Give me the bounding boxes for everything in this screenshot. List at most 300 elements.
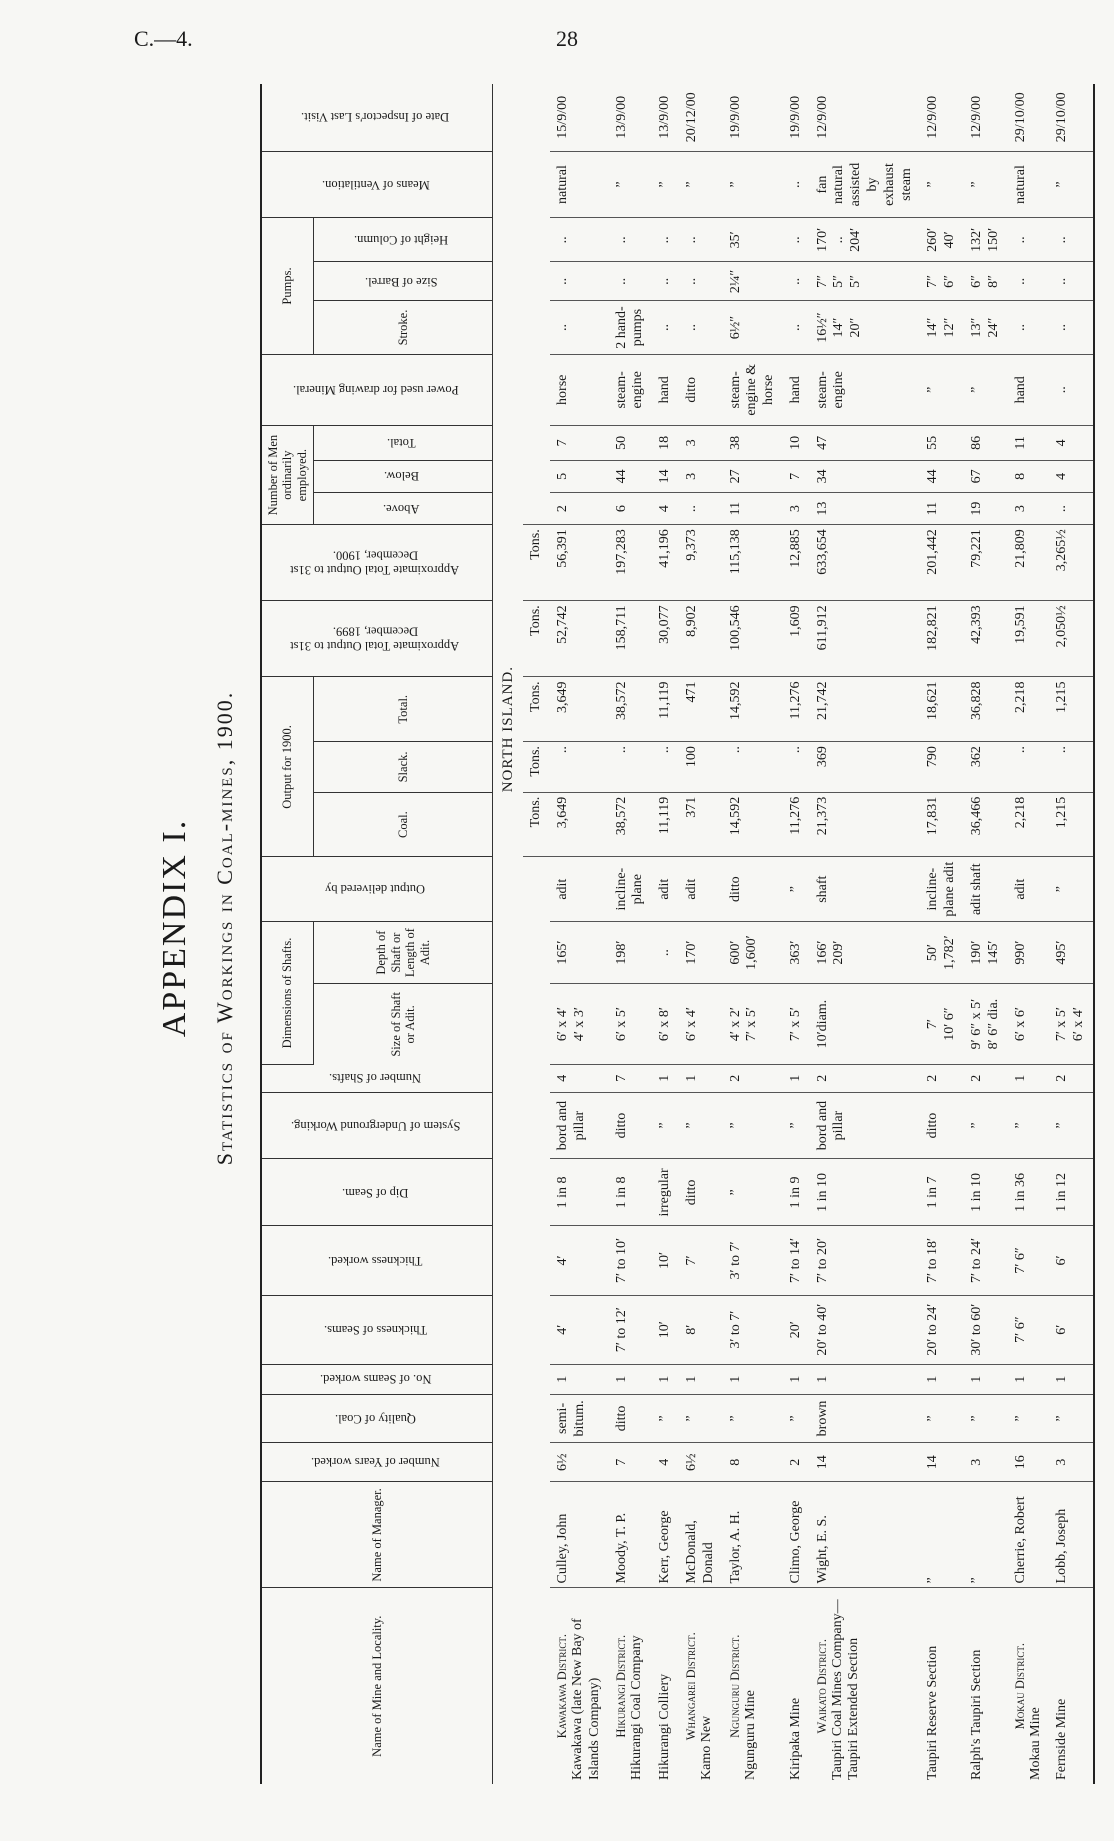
header-stroke: Stroke.	[314, 301, 493, 354]
page-number: 28	[556, 26, 578, 51]
men-above: 6	[609, 492, 653, 524]
manager-name: ”	[964, 1482, 1008, 1588]
coal-output: 11,119	[652, 792, 679, 857]
shaft-count: 1	[783, 1064, 810, 1092]
men-above: 3	[783, 492, 810, 524]
pump-barrel: 2¼″	[723, 262, 783, 301]
coal-output: 14,592	[723, 792, 783, 857]
seam-thickness: 7′ 6″	[1008, 1295, 1050, 1364]
shaft-size: 7′ x 5′ 6′ x 4′	[1049, 984, 1094, 1065]
men-below: 14	[652, 460, 679, 492]
seam-dip: 1 in 12	[1049, 1159, 1094, 1226]
seam-thickness: 20′ to 40′	[810, 1295, 921, 1364]
district-label: Whangarei District.	[683, 1632, 698, 1741]
page-code: C.—4.	[134, 26, 193, 51]
mine-cell	[920, 1588, 964, 1784]
mine-name: Hikurangi Coal Company	[628, 1635, 644, 1780]
last-visit-date: 13/9/00	[609, 84, 653, 151]
mine-cell	[723, 1588, 783, 1784]
seam-thickness: 7′ to 12′	[609, 1295, 653, 1364]
output-delivered-by: incline-plane adit	[920, 857, 964, 922]
shaft-count: 4	[550, 1064, 609, 1092]
years-worked: 14	[920, 1443, 964, 1482]
mine-cell	[652, 1588, 679, 1784]
coal-output: 3,649	[550, 792, 609, 857]
pump-column: 35′	[723, 218, 783, 262]
total-output: 36,828	[964, 677, 1008, 742]
header-column: Height of Column.	[354, 233, 449, 248]
men-total: 4	[1049, 426, 1094, 461]
shaft-depth: 363′	[783, 921, 810, 983]
table-subtitle: Statistics of Workings in Coal-mines, 1900.	[212, 690, 237, 1166]
mine-cell	[1049, 1588, 1094, 1784]
drawing-power: steam-engine & horse	[723, 354, 783, 426]
worked-thickness: 7′ to 14′	[783, 1226, 810, 1295]
pump-stroke: 2 hand-pumps	[609, 301, 653, 354]
seams-worked: 1	[1049, 1364, 1094, 1394]
pump-column: 170′ .. 204′	[810, 218, 921, 262]
drawing-power: ..	[1049, 354, 1094, 426]
ventilation: ”	[920, 151, 964, 218]
seams-worked: 1	[652, 1364, 679, 1394]
coal-quality: ”	[723, 1394, 783, 1442]
coal-output: 11,276	[783, 792, 810, 857]
pump-barrel: ..	[783, 262, 810, 301]
drawing-power: hand	[652, 354, 679, 426]
men-total: 55	[920, 426, 964, 461]
header-ventilation: Means of Ventilation.	[321, 177, 430, 192]
pump-stroke: ..	[783, 301, 810, 354]
men-above: ..	[1049, 492, 1094, 524]
shaft-depth: 190′ 145′	[964, 921, 1008, 983]
output-to-1899: 52,742	[550, 601, 609, 677]
drawing-power: ditto	[679, 354, 723, 426]
shaft-count: 1	[1008, 1064, 1050, 1092]
ventilation: ”	[652, 151, 679, 218]
men-above: 11	[920, 492, 964, 524]
table-row	[1008, 84, 1050, 1784]
seams-worked: 1	[783, 1364, 810, 1394]
seam-thickness: 3′ to 7′	[723, 1295, 783, 1364]
shaft-count: 7	[609, 1064, 653, 1092]
ventilation: natural	[1008, 151, 1050, 218]
drawing-power: horse	[550, 354, 609, 426]
mine-cell	[783, 1588, 810, 1784]
output-to-1900: 56,391	[550, 525, 609, 601]
shaft-count: 1	[652, 1064, 679, 1092]
mine-name: Kawakawa (late New Bay of Islands Company)	[569, 1618, 602, 1780]
header-dip: Dip of Seam.	[342, 1185, 409, 1200]
header-men: Number of Men ordinarily employed.	[261, 426, 314, 525]
table-row	[609, 84, 653, 1784]
header-years: Number of Years worked.	[310, 1455, 440, 1470]
pump-stroke: ..	[1049, 301, 1094, 354]
output-to-1900: 633,654	[810, 525, 921, 601]
men-below: 5	[550, 460, 609, 492]
mine-cell	[550, 1588, 609, 1784]
men-total: 86	[964, 426, 1008, 461]
seams-worked: 1	[609, 1364, 653, 1394]
pump-stroke: ..	[1008, 301, 1050, 354]
pump-barrel: ..	[550, 262, 609, 301]
coal-quality: ”	[679, 1394, 723, 1442]
slack-output: ..	[723, 742, 783, 793]
shaft-depth: 166′ 209′	[810, 921, 921, 983]
working-system: ”	[964, 1092, 1008, 1159]
unit-1900: Tons.	[523, 525, 550, 601]
worked-thickness: 4′	[550, 1226, 609, 1295]
pump-stroke: 13″ 24″	[964, 301, 1008, 354]
header-shafts-no: Number of Shafts.	[329, 1071, 422, 1086]
output-to-1899: 30,077	[652, 601, 679, 677]
mine-name: Ralph's Taupiri Section	[969, 1649, 985, 1780]
shaft-depth: 990′	[1008, 921, 1050, 983]
manager-name: Climo, George	[783, 1482, 810, 1588]
mine-name: Kiripaka Mine	[787, 1697, 803, 1780]
men-below: 27	[723, 460, 783, 492]
men-below: 4	[1049, 460, 1094, 492]
district-label: Waikato District.	[814, 1639, 829, 1734]
header-slack: Slack.	[314, 742, 493, 793]
coal-output: 17,831	[920, 792, 964, 857]
table-row	[652, 84, 679, 1784]
coal-quality: ”	[964, 1394, 1008, 1442]
shaft-depth: 198′	[609, 921, 653, 983]
coal-quality: ditto	[609, 1394, 653, 1442]
years-worked: 6½	[550, 1443, 609, 1482]
output-to-1900: 9,373	[679, 525, 723, 601]
header-power: Power used for drawing Mineral.	[292, 382, 459, 397]
pump-stroke: ..	[550, 301, 609, 354]
output-delivered-by: ”	[1049, 857, 1094, 922]
table-row	[550, 84, 609, 1784]
shaft-size: 6′ x 8′	[652, 984, 679, 1065]
seam-dip: 1 in 10	[964, 1159, 1008, 1226]
coal-quality: ”	[1049, 1394, 1094, 1442]
slack-output: 362	[964, 742, 1008, 793]
coal-output: 2,218	[1008, 792, 1050, 857]
men-total: 50	[609, 426, 653, 461]
district-label: Hikurangi District.	[613, 1634, 628, 1738]
men-total: 3	[679, 426, 723, 461]
men-below: 3	[679, 460, 723, 492]
header-above: Above.	[383, 501, 420, 516]
units-row	[523, 84, 550, 1784]
shaft-size: 9′ 6″ x 5′ 8′ 6″ dia.	[964, 984, 1008, 1065]
coal-quality: semi-bitum.	[550, 1394, 609, 1442]
seam-thickness: 30′ to 60′	[964, 1295, 1008, 1364]
working-system: bord and pillar	[810, 1092, 921, 1159]
header-below: Below.	[383, 469, 419, 484]
last-visit-date: 19/9/00	[723, 84, 783, 151]
slack-output: 369	[810, 742, 921, 793]
mine-name: Ngunguru Mine	[742, 1690, 758, 1780]
region-label: NORTH ISLAND.	[500, 666, 517, 793]
coal-quality: ”	[783, 1394, 810, 1442]
header-shaft-depth: Depth of Shaft or Length of Adit.	[314, 921, 493, 983]
manager-name: Kerr, George	[652, 1482, 679, 1588]
slack-output: 790	[920, 742, 964, 793]
pump-stroke: 14″ 12″	[920, 301, 964, 354]
pump-stroke: 6½″	[723, 301, 783, 354]
drawing-power: hand	[1008, 354, 1050, 426]
slack-output: ..	[783, 742, 810, 793]
header-barrel: Size of Barrel.	[365, 274, 438, 289]
worked-thickness: 7′	[679, 1226, 723, 1295]
output-delivered-by: adit shaft	[964, 857, 1008, 922]
worked-thickness: 7′ to 10′	[609, 1226, 653, 1295]
working-system: ”	[1049, 1092, 1094, 1159]
men-total: 7	[550, 426, 609, 461]
pump-column: ..	[609, 218, 653, 262]
mine-name: Fernside Mine	[1054, 1698, 1070, 1780]
header-system: System of Underground Working.	[290, 1118, 461, 1133]
output-to-1899: 182,821	[920, 601, 964, 677]
worked-thickness: 10′	[652, 1226, 679, 1295]
header-men-total: Total.	[387, 436, 416, 451]
shaft-size: 6′ x 6′	[1008, 984, 1050, 1065]
output-to-1900: 12,885	[783, 525, 810, 601]
shaft-count: 2	[1049, 1064, 1094, 1092]
output-to-1900: 79,221	[964, 525, 1008, 601]
seam-dip: 1 in 7	[920, 1159, 964, 1226]
output-to-1899: 1,609	[783, 601, 810, 677]
total-output: 21,742	[810, 677, 921, 742]
mine-name: Taupiri Coal Mines Company—Taupiri Extended Section	[829, 1599, 862, 1780]
coal-mines-table	[260, 84, 1095, 1784]
seam-dip: 1 in 8	[609, 1159, 653, 1226]
output-to-1900: 21,809	[1008, 525, 1050, 601]
seam-dip: ”	[723, 1159, 783, 1226]
drawing-power: steam-engine	[810, 354, 921, 426]
men-below: 44	[609, 460, 653, 492]
men-below: 44	[920, 460, 964, 492]
years-worked: 14	[810, 1443, 921, 1482]
mine-name: Mokau Mine	[1027, 1707, 1043, 1780]
output-to-1899: 158,711	[609, 601, 653, 677]
table-row	[1049, 84, 1094, 1784]
seam-thickness: 6′	[1049, 1295, 1094, 1364]
seam-dip: 1 in 36	[1008, 1159, 1050, 1226]
men-below: 67	[964, 460, 1008, 492]
pump-column: ..	[550, 218, 609, 262]
unit-coal: Tons.	[523, 792, 550, 857]
last-visit-date: 12/9/00	[920, 84, 964, 151]
table-body	[493, 84, 1094, 1784]
ventilation: ”	[609, 151, 653, 218]
appendix-title: APPENDIX I.	[156, 818, 193, 1038]
pump-stroke: ..	[652, 301, 679, 354]
men-above: 4	[652, 492, 679, 524]
years-worked: 16	[1008, 1443, 1050, 1482]
seams-worked: 1	[1008, 1364, 1050, 1394]
output-to-1900: 3,265½	[1049, 525, 1094, 601]
men-total: 11	[1008, 426, 1050, 461]
output-to-1899: 2,050½	[1049, 601, 1094, 677]
men-total: 10	[783, 426, 810, 461]
coal-quality: ”	[920, 1394, 964, 1442]
mine-name: Taupiri Reserve Section	[925, 1645, 941, 1780]
pump-barrel: ..	[652, 262, 679, 301]
manager-name: Lobb, Joseph	[1049, 1482, 1094, 1588]
district-label: Mokau District.	[1012, 1643, 1027, 1730]
seams-worked: 1	[550, 1364, 609, 1394]
output-delivered-by: adit	[679, 857, 723, 922]
pump-column: ..	[1049, 218, 1094, 262]
output-to-1900: 197,283	[609, 525, 653, 601]
drawing-power: steam-engine	[609, 354, 653, 426]
output-delivered-by: ditto	[723, 857, 783, 922]
coal-output: 371	[679, 792, 723, 857]
working-system: ”	[1008, 1092, 1050, 1159]
drawing-power: hand	[783, 354, 810, 426]
pump-barrel: 7″ 5″ 5″	[810, 262, 921, 301]
unit-total: Tons.	[523, 677, 550, 742]
shaft-size: 10′diam.	[810, 984, 921, 1065]
mine-cell	[1008, 1588, 1050, 1784]
manager-name: Cherrie, Robert	[1008, 1482, 1050, 1588]
pump-barrel: ..	[1008, 262, 1050, 301]
ventilation: fan natural assisted by exhaust steam	[810, 151, 921, 218]
ventilation: ”	[964, 151, 1008, 218]
slack-output: ..	[652, 742, 679, 793]
table-row	[679, 84, 723, 1784]
output-to-1899: 100,546	[723, 601, 783, 677]
worked-thickness: 7′ to 24′	[964, 1226, 1008, 1295]
pump-column: ..	[679, 218, 723, 262]
rotated-page	[150, 48, 1087, 1808]
seam-dip: ditto	[679, 1159, 723, 1226]
coal-output: 1,215	[1049, 792, 1094, 857]
header-approx-1900: Approximate Total Output to 31st December, 1900.	[290, 548, 460, 578]
shaft-count: 2	[964, 1064, 1008, 1092]
working-system: ditto	[920, 1092, 964, 1159]
header-approx-1899: Approximate Total Output to 31st December, 1899.	[290, 624, 460, 654]
ventilation: ”	[679, 151, 723, 218]
table-row	[964, 84, 1008, 1784]
working-system: ”	[679, 1092, 723, 1159]
men-total: 38	[723, 426, 783, 461]
pump-column: 132′ 150′	[964, 218, 1008, 262]
shaft-depth: 170′	[679, 921, 723, 983]
output-delivered-by: ”	[783, 857, 810, 922]
shaft-size: 7′ x 5′	[783, 984, 810, 1065]
seam-dip: irregular	[652, 1159, 679, 1226]
output-to-1900: 115,138	[723, 525, 783, 601]
header-last-visit: Date of Inspector's Last Visit.	[301, 110, 450, 125]
years-worked: 3	[964, 1443, 1008, 1482]
total-output: 11,119	[652, 677, 679, 742]
ventilation: ”	[723, 151, 783, 218]
header-quality: Quality of Coal.	[334, 1411, 416, 1426]
pump-barrel: ..	[609, 262, 653, 301]
mine-cell	[609, 1588, 653, 1784]
men-above: 11	[723, 492, 783, 524]
pump-column: ..	[1008, 218, 1050, 262]
output-to-1899: 42,393	[964, 601, 1008, 677]
worked-thickness: 7′ to 18′	[920, 1226, 964, 1295]
shaft-size: 6′ x 4′	[679, 984, 723, 1065]
total-output: 11,276	[783, 677, 810, 742]
seams-worked: 1	[810, 1364, 921, 1394]
men-above: ..	[679, 492, 723, 524]
men-total: 18	[652, 426, 679, 461]
seam-thickness: 8′	[679, 1295, 723, 1364]
coal-output: 36,466	[964, 792, 1008, 857]
output-delivered-by: incline-plane	[609, 857, 653, 922]
slack-output: ..	[1049, 742, 1094, 793]
seam-thickness: 4′	[550, 1295, 609, 1364]
last-visit-date: 29/10/00	[1008, 84, 1050, 151]
men-below: 7	[783, 460, 810, 492]
table-row	[920, 84, 964, 1784]
drawing-power: ”	[920, 354, 964, 426]
table-row	[723, 84, 783, 1784]
working-system: ditto	[609, 1092, 653, 1159]
total-output: 2,218	[1008, 677, 1050, 742]
years-worked: 6½	[679, 1443, 723, 1482]
worked-thickness: 3′ to 7′	[723, 1226, 783, 1295]
header-seam-thickness: Thickness of Seams.	[323, 1322, 427, 1337]
mine-cell	[679, 1588, 723, 1784]
pump-column: ..	[783, 218, 810, 262]
seam-dip: 1 in 10	[810, 1159, 921, 1226]
men-above: 2	[550, 492, 609, 524]
unit-1899: Tons.	[523, 601, 550, 677]
header-dimensions: Dimensions of Shafts.	[261, 921, 314, 1064]
header-total: Total.	[314, 677, 493, 742]
men-below: 34	[810, 460, 921, 492]
mine-cell	[810, 1588, 921, 1784]
shaft-size: 6′ x 5′	[609, 984, 653, 1065]
unit-slack: Tons.	[523, 742, 550, 793]
header-coal: Coal.	[314, 792, 493, 857]
years-worked: 8	[723, 1443, 783, 1482]
district-label: Ngunguru District.	[727, 1634, 742, 1738]
drawing-power: ”	[964, 354, 1008, 426]
worked-thickness: 6′	[1049, 1226, 1094, 1295]
years-worked: 4	[652, 1443, 679, 1482]
header-manager: Name of Manager.	[261, 1482, 493, 1588]
coal-quality: ”	[652, 1394, 679, 1442]
shaft-size: 7′ 10′ 6″	[920, 984, 964, 1065]
output-to-1900: 201,442	[920, 525, 964, 601]
output-to-1899: 611,912	[810, 601, 921, 677]
pump-stroke: 16½″ 14″ 20″	[810, 301, 921, 354]
manager-name: Wight, E. S.	[810, 1482, 921, 1588]
last-visit-date: 12/9/00	[964, 84, 1008, 151]
seam-dip: 1 in 8	[550, 1159, 609, 1226]
shaft-depth: 50′ 1,782′	[920, 921, 964, 983]
mine-cell	[964, 1588, 1008, 1784]
coal-quality: ”	[1008, 1394, 1050, 1442]
district-label: Kawakawa District.	[554, 1634, 569, 1739]
last-visit-date: 13/9/00	[652, 84, 679, 151]
pump-stroke: ..	[679, 301, 723, 354]
slack-output: ..	[1008, 742, 1050, 793]
shaft-size: 4′ x 2′ 7′ x 5′	[723, 984, 783, 1065]
shaft-count: 1	[679, 1064, 723, 1092]
years-worked: 2	[783, 1443, 810, 1482]
output-delivered-by: shaft	[810, 857, 921, 922]
output-to-1900: 41,196	[652, 525, 679, 601]
last-visit-date: 29/10/00	[1049, 84, 1094, 151]
years-worked: 7	[609, 1443, 653, 1482]
men-above: 3	[1008, 492, 1050, 524]
pump-barrel: ..	[1049, 262, 1094, 301]
slack-output: ..	[550, 742, 609, 793]
manager-name: McDonald, Donald	[679, 1482, 723, 1588]
